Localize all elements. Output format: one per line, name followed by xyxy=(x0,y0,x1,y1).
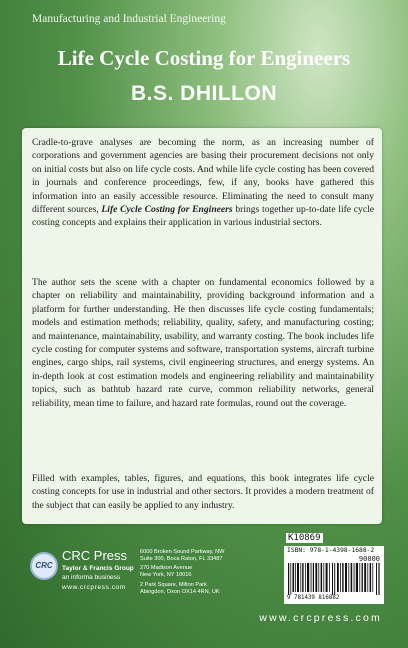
address-line: 2 Park Square, Milton Park xyxy=(140,582,207,588)
barcode xyxy=(284,546,384,604)
address-line: 270 Madison Avenue xyxy=(140,565,193,571)
address-uk xyxy=(140,582,220,595)
publisher-business: an informa business xyxy=(62,574,121,581)
publisher-web: www.crcpress.com xyxy=(62,584,126,591)
address-line: 6000 Broken Sound Parkway, NW xyxy=(140,549,225,555)
description-paragraph-2: The author sets the scene with a chapter on fundamental economics followed by a chapter on reliability and maintainability, providing background information and a platform for further understanding. He then discusses life cycle costing fundamentals; models and estimation methods; reliability, quality, safety, and manufacturing costing; and maintenance, maintainability, usability, and warranty costing. The book includes life cycle costing for computer systems and software, transportation systems, aircraft turbine engines, cargo ships, rail systems, civil engineering structures, and energy systems. An in-depth look at cost estimation models and engineering reliability and maintainability topics, such as bathtub hazard rate curve, common reliability networks, general reliability, mean time to failure, and hazard rate formulas, round out the coverage. xyxy=(32,277,374,409)
paragraph-1-text-a: Cradle-to-grave analyses are becoming the norm, as an increasing number of corporations and government agencies are basing their procurement decisions not only on initial costs but also on life cycle costs. And while life cycle costing has been covered in journals and conference proceedings, few, if any, books have gathered this information into an easily accessible resource. Eliminating the need to consult many different sources, xyxy=(32,137,374,216)
isbn-text: ISBN: 978-1-4398-1688-2 xyxy=(287,547,375,554)
footer-website: www.crcpress.com xyxy=(259,612,382,624)
description-panel xyxy=(22,128,382,524)
publisher-group: Taylor & Francis Group xyxy=(62,565,134,572)
address-line: Abingdon, Oxon OX14 4RN, UK xyxy=(140,588,220,595)
address-new-york xyxy=(140,565,192,578)
paragraph-1-text-b: brings together up-to-date life cycle costing concepts and explains their application in various industrial sectors. xyxy=(32,204,374,229)
address-boca-raton xyxy=(140,549,224,562)
series-title: Manufacturing and Industrial Engineering xyxy=(32,13,226,25)
book-author: B.S. DHILLON xyxy=(131,82,277,105)
address-line: Suite 300, Boca Raton, FL 33487 xyxy=(140,555,223,562)
crc-logo-icon xyxy=(30,552,58,580)
address-line: New York, NY 10016 xyxy=(140,571,192,578)
description-paragraph-1 xyxy=(32,136,374,230)
paragraph-1-book-title: Life Cycle Costing for Engineers xyxy=(101,204,233,216)
crc-logo-text: CRC xyxy=(35,561,53,570)
price-code: 90000 xyxy=(358,555,380,563)
barcode-digits: 9 781439 816882 xyxy=(287,595,340,601)
product-code: K10869 xyxy=(288,533,321,543)
description-paragraph-3: Filled with examples, tables, figures, and equations, this book integrates life cycle costing concepts for use in industrial and other sectors. It provides a modern treatment of the subject that can easily be applied to any industry. xyxy=(32,473,374,511)
barcode-bars-icon xyxy=(288,563,380,595)
publisher-name: CRC Press xyxy=(62,548,128,563)
book-title: Life Cycle Costing for Engineers xyxy=(57,46,351,70)
